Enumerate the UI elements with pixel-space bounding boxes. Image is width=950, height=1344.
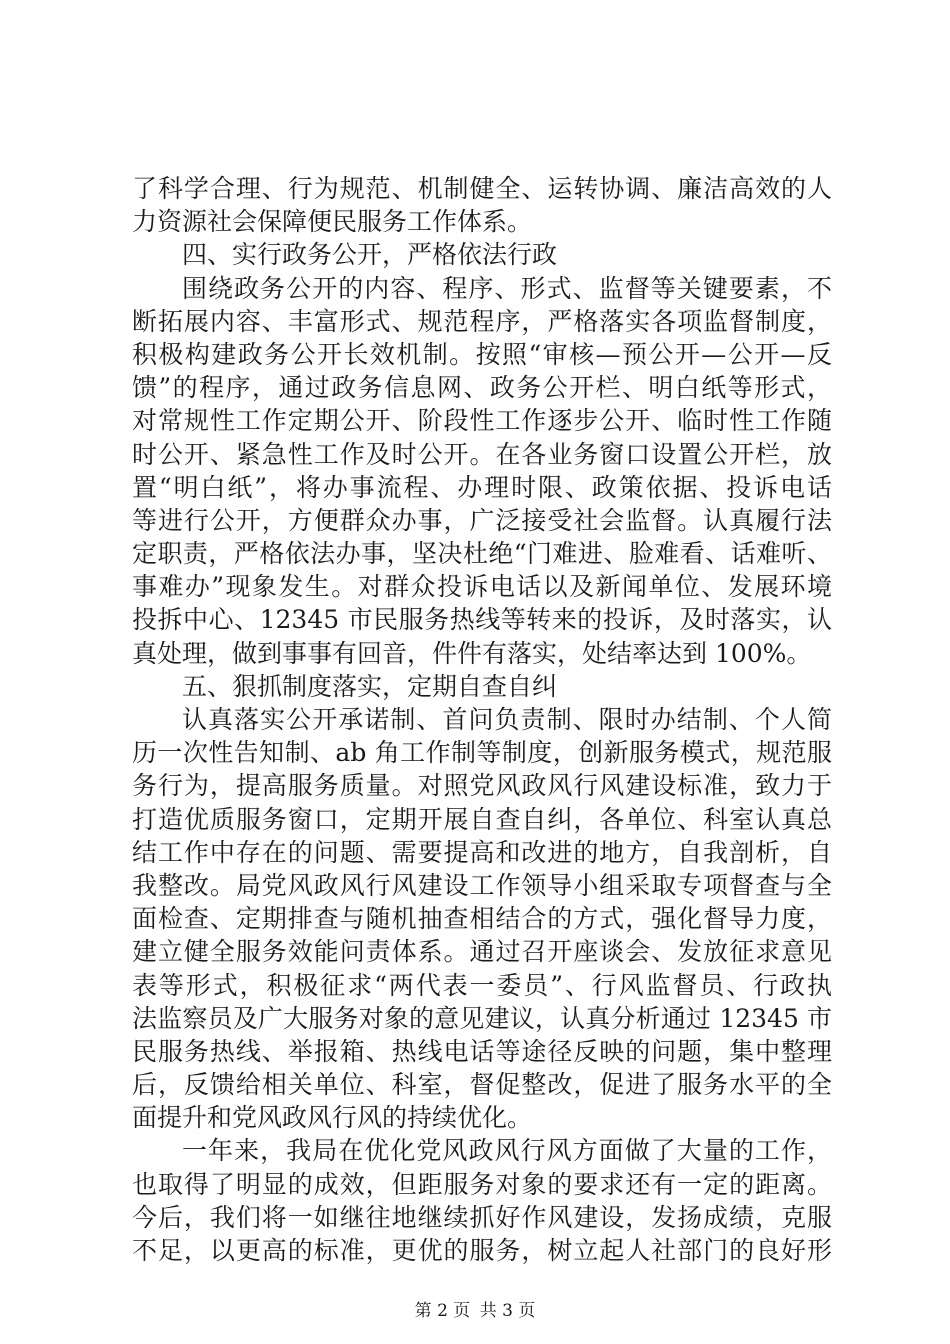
text-line: 时公开、紧急性工作及时公开。在各业务窗口设置公开栏，放 (132, 439, 832, 469)
text-line: 面检查、定期排查与随机抽查相结合的方式，强化督导力度， (132, 904, 832, 934)
text-line: 表等形式，积极征求“两代表一委员”、行风监督员、行政执 (132, 970, 832, 1000)
text-line: 务行为，提高服务质量。对照党风政风行风建设标准，致力于 (132, 771, 832, 801)
text-line: 面提升和党风政风行风的持续优化。 (132, 1103, 533, 1133)
paragraph (132, 1134, 832, 1267)
text-line: 打造优质服务窗口，定期开展自查自纠，各单位、科室认真总 (132, 804, 832, 834)
text-line: 事难办”现象发生。对群众投诉电话以及新闻单位、发展环境 (132, 572, 832, 602)
text-line: 断拓展内容、丰富形式、规范程序，严格落实各项监督制度， (132, 306, 832, 336)
text-line: 四、实行政务公开，严格依法行政 (182, 240, 558, 270)
text-line: 投拆中心、12345 市民服务热线等转来的投诉，及时落实，认 (132, 605, 832, 635)
text-line: 置“明白纸”，将办事流程、办理时限、政策依据、投诉电话 (132, 472, 832, 502)
text-line: 不足，以更高的标准，更优的服务，树立起人社部门的良好形 (132, 1236, 832, 1265)
section-heading (132, 238, 832, 271)
text-line: 了科学合理、行为规范、机制健全、运转协调、廉洁高效的人 (132, 174, 832, 203)
text-line: 真处理，做到事事有回音，件件有落实，处结率达到 100%。 (132, 638, 812, 668)
text-line: 历一次性告知制、ab 角工作制等制度，创新服务模式，规范服 (132, 738, 832, 768)
text-line: 建立健全服务效能问责体系。通过召开座谈会、发放征求意见 (132, 937, 832, 967)
page-number: 第 2 页 (414, 1301, 471, 1321)
document-body (132, 172, 832, 1267)
text-line: 法监察员及广大服务对象的意见建议，认真分析通过 12345 市 (132, 1003, 832, 1033)
paragraph (132, 172, 832, 238)
paragraph (132, 272, 832, 670)
text-line: 对常规性工作定期公开、阶段性工作逐步公开、临时性工作随 (132, 406, 832, 436)
text-line: 后，反馈给相关单位、科室，督促整改，促进了服务水平的全 (132, 1070, 832, 1100)
page-footer (0, 1300, 950, 1322)
text-line: 力资源社会保障便民服务工作体系。 (132, 207, 533, 237)
text-line: 认真落实公开承诺制、首问负责制、限时办结制、个人简 (182, 705, 832, 734)
section-heading (132, 670, 832, 703)
text-line: 五、狠抓制度落实，定期自查自纠 (182, 671, 558, 701)
text-line: 我整改。局党风政风行风建设工作领导小组采取专项督查与全 (132, 870, 832, 900)
text-line: 围绕政务公开的内容、程序、形式、监督等关键要素，不 (182, 273, 832, 303)
text-line: 也取得了明显的成效，但距服务对象的要求还有一定的距离。 (132, 1169, 832, 1199)
text-line: 民服务热线、举报箱、热线电话等途径反映的问题，集中整理 (132, 1036, 832, 1066)
text-line: 馈”的程序，通过政务信息网、政务公开栏、明白纸等形式， (132, 373, 832, 403)
text-line: 定职责，严格依法办事，坚决杜绝“门难进、脸难看、话难听、 (132, 539, 832, 569)
text-line: 一年来，我局在优化党风政风行风方面做了大量的工作， (182, 1136, 832, 1166)
text-line: 积极构建政务公开长效机制。按照“审核—预公开—公开—反 (132, 339, 832, 369)
text-line: 等进行公开，方便群众办事，广泛接受社会监督。认真履行法 (132, 505, 832, 535)
text-line: 今后，我们将一如继往地继续抓好作风建设，发扬成绩，克服 (132, 1202, 832, 1232)
paragraph (132, 703, 832, 1134)
page-total: 共 3 页 (479, 1301, 536, 1321)
text-line: 结工作中存在的问题、需要提高和改进的地方，自我剖析，自 (132, 837, 832, 867)
